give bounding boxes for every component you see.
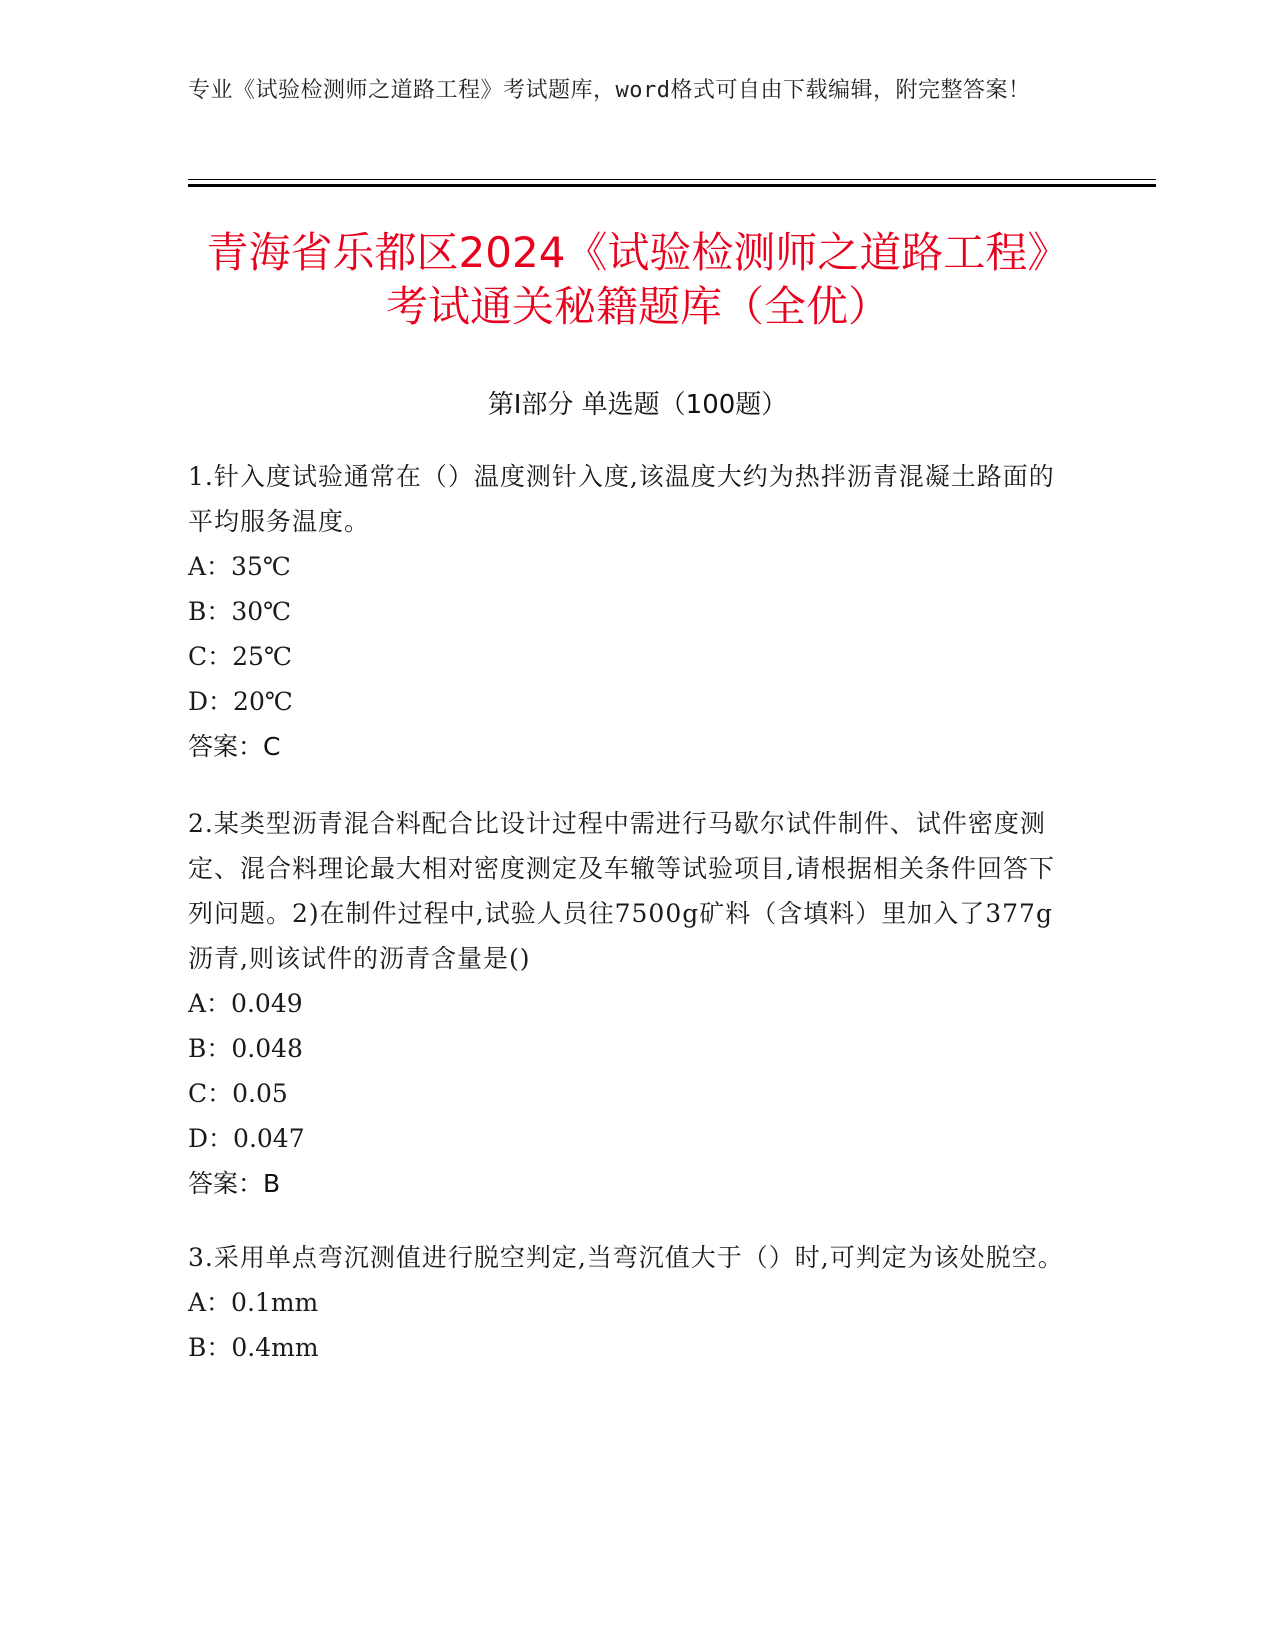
option-b: B：0.048: [188, 1034, 303, 1063]
header-rule-thick: [188, 184, 1156, 187]
header-note: 专业《试验检测师之道路工程》考试题库，word格式可自由下载编辑，附完整答案！: [188, 78, 1031, 103]
option-b: B：0.4mm: [188, 1333, 319, 1362]
question-text: 3.采用单点弯沉测值进行脱空判定,当弯沉值大于（）时,可判定为该处脱空。: [188, 1243, 1064, 1272]
page-title: 青海省乐都区2024《试验检测师之道路工程》考试通关秘籍题库（全优）: [206, 228, 1070, 331]
option-d: D：20℃: [188, 687, 293, 716]
option-c: C：25℃: [188, 642, 292, 671]
section-heading: 第I部分 单选题（100题）: [487, 390, 788, 420]
question-3: [188, 1235, 1068, 1370]
question-1: [188, 454, 1068, 769]
option-a: A：0.049: [188, 989, 303, 1018]
header-rule-thin: [188, 179, 1156, 180]
question-2: [188, 801, 1068, 1206]
option-a: A：35℃: [188, 552, 291, 581]
answer-label: 答案：C: [188, 732, 281, 761]
answer-label: 答案：B: [188, 1169, 281, 1198]
option-b: B：30℃: [188, 597, 292, 626]
question-text: 2.某类型沥青混合料配合比设计过程中需进行马歇尔试件制件、试件密度测定、混合料理论最大相对密度测定及车辙等试验项目,请根据相关条件回答下列问题。2)在制件过程中,试验人员往7500g矿料（含填料）里加入了377g沥青,则该试件的沥青含量是(): [188, 809, 1055, 973]
option-c: C：0.05: [188, 1079, 288, 1108]
option-a: A：0.1mm: [188, 1288, 319, 1317]
option-d: D：0.047: [188, 1124, 305, 1153]
question-text: 1.针入度试验通常在（）温度测针入度,该温度大约为热拌沥青混凝土路面的平均服务温度。: [188, 462, 1055, 536]
